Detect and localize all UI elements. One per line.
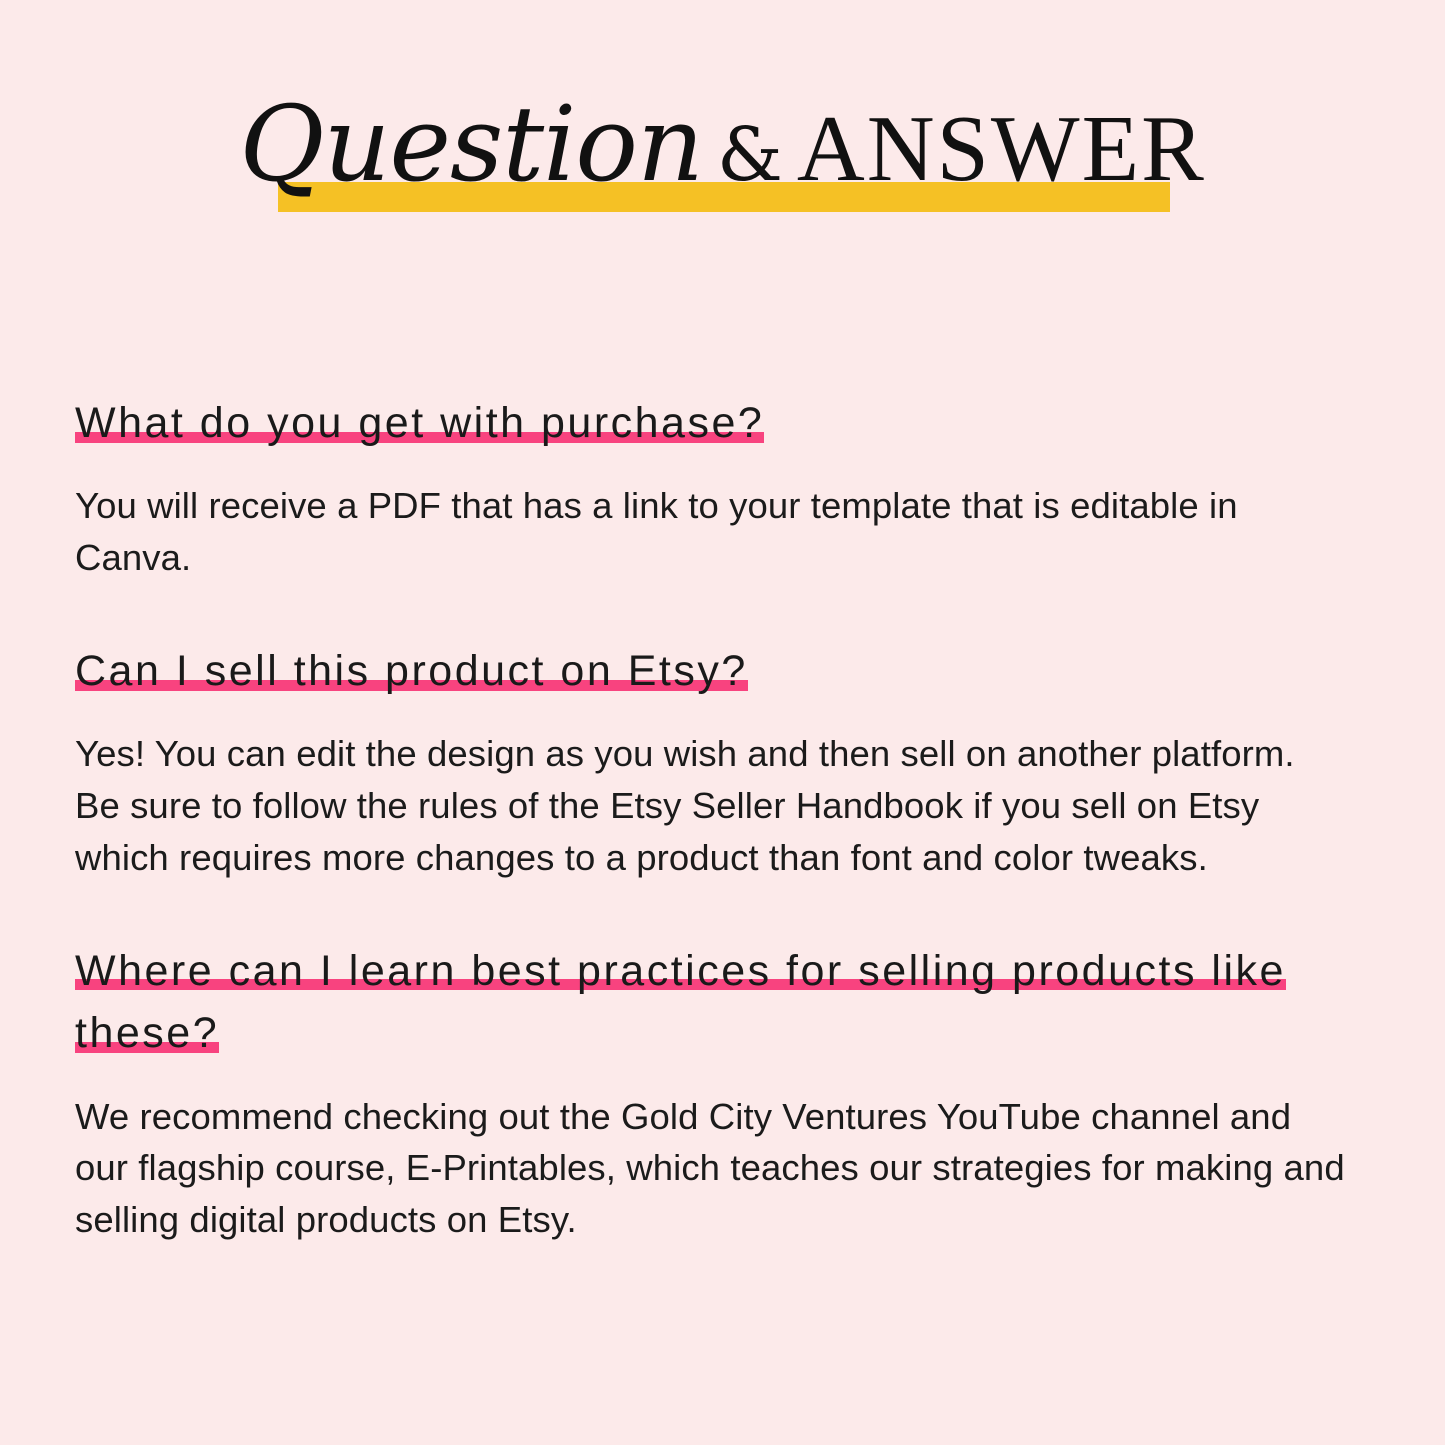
faq-answer: You will receive a PDF that has a link to your template that is editable in Canva. <box>75 485 1238 579</box>
page-title-script: Question <box>239 83 704 205</box>
faq-answer: We recommend checking out the Gold City Ventures YouTube channel and our flagship course, E-Printables, which teaches our strategies for making and selling digital products on Etsy. <box>75 1095 1345 1241</box>
page-title-ampersand: & <box>717 112 783 198</box>
faq-question-wrap <box>75 940 1365 1065</box>
faq-question: What do you get with purchase? <box>75 399 765 447</box>
page-title <box>239 83 1206 205</box>
faq-item <box>75 392 1370 584</box>
faq-item <box>75 940 1370 1246</box>
page-title-caps: ANSWER <box>796 97 1206 201</box>
faq-answer: Yes! You can edit the design as you wish and then sell on another platform. Be sure to follow the rules of the Etsy Seller Handbook if you sell on Etsy which requires more changes to a product than font and color tweaks. <box>75 733 1295 878</box>
faq-item <box>75 640 1370 884</box>
page-title-block <box>0 0 1445 262</box>
faq-question: Can I sell this product on Etsy? <box>75 647 748 695</box>
faq-question: Where can I learn best practices for selling products like these? <box>75 946 1286 1058</box>
faq-list <box>0 262 1445 1246</box>
faq-question-wrap <box>75 640 1365 702</box>
faq-question-wrap <box>75 392 1365 454</box>
